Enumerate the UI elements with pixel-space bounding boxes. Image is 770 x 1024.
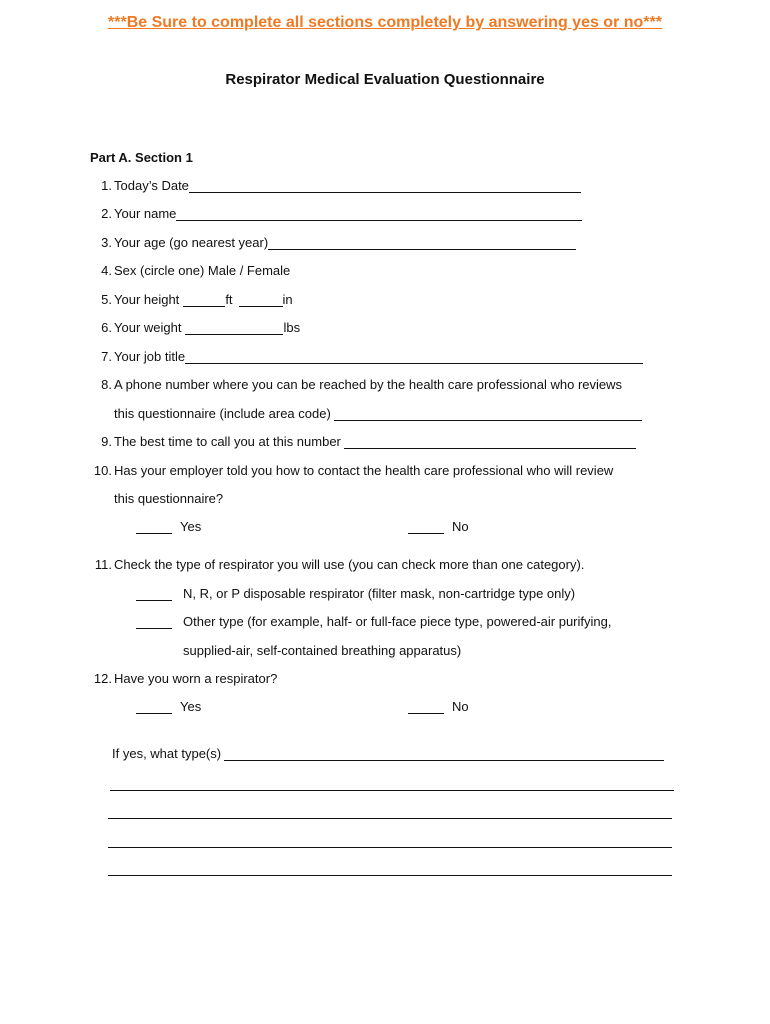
question-label: this questionnaire (include area code) (114, 406, 331, 421)
phone-number-field[interactable] (334, 408, 642, 421)
question-label: The best time to call you at this number (114, 434, 341, 449)
question-number: 6. (101, 320, 112, 335)
yes-blank[interactable] (136, 521, 172, 534)
question-number: 12. (93, 671, 112, 686)
name-field[interactable] (176, 208, 582, 221)
q11-option-other-continued (183, 643, 461, 658)
question-6 (90, 320, 300, 335)
q10-yes-option[interactable] (136, 519, 201, 534)
respirator-type-field[interactable] (224, 748, 664, 761)
answer-line[interactable] (108, 875, 672, 876)
q12-yes-option[interactable] (136, 699, 201, 714)
question-9 (90, 434, 636, 449)
question-1 (90, 178, 581, 193)
q12-no-option[interactable] (408, 699, 469, 714)
no-label: No (452, 519, 469, 534)
question-number: 9. (101, 434, 112, 449)
question-label: this questionnaire? (114, 491, 224, 506)
no-blank[interactable] (408, 701, 444, 714)
question-label: Check the type of respirator you will use (you can check more than one category). (114, 557, 585, 572)
question-4 (90, 263, 290, 278)
best-call-time-field[interactable] (344, 436, 636, 449)
question-label: Have you worn a respirator? (114, 671, 278, 686)
sex-selection[interactable]: Sex (circle one) Male / Female (114, 263, 291, 278)
answer-line[interactable] (110, 790, 674, 791)
question-number: 8. (101, 377, 112, 392)
section-heading: Part A. Section 1 (90, 150, 193, 165)
other-type-blank[interactable] (136, 616, 172, 629)
question-label: Today’s Date (114, 178, 189, 193)
q11-option-disposable[interactable] (136, 586, 575, 601)
question-11 (90, 557, 584, 572)
height-feet-field[interactable] (183, 294, 225, 307)
question-label: Your job title (114, 349, 186, 364)
question-number: 5. (101, 292, 112, 307)
question-number: 4. (101, 263, 112, 278)
height-inches-field[interactable] (239, 294, 283, 307)
weight-field[interactable] (185, 322, 283, 335)
no-label: No (452, 699, 469, 714)
question-10 (90, 463, 613, 478)
q11-option-other[interactable] (136, 614, 611, 629)
question-number: 2. (101, 206, 112, 221)
question-2 (90, 206, 582, 221)
other-type-label: supplied-air, self-contained breathing apparatus) (183, 643, 462, 658)
respirator-type-followup (112, 746, 664, 761)
page-title: Respirator Medical Evaluation Questionnaire (225, 71, 545, 88)
question-label: Your weight (114, 320, 182, 335)
other-type-label: Other type (for example, half- or full-face piece type, powered-air purifying, (183, 614, 612, 629)
question-label: Your name (114, 206, 177, 221)
followup-label: If yes, what type(s) (112, 746, 222, 761)
disposable-blank[interactable] (136, 588, 172, 601)
question-8 (90, 377, 622, 392)
question-label: Your age (go nearest year) (114, 235, 269, 250)
question-label: Has your employer told you how to contact the health care professional who will review (114, 463, 614, 478)
no-blank[interactable] (408, 521, 444, 534)
question-number: 7. (101, 349, 112, 364)
instruction-warning: ***Be Sure to complete all sections completely by answering yes or no*** (108, 14, 662, 31)
weight-unit: lbs (283, 320, 301, 335)
question-number: 3. (101, 235, 112, 250)
feet-unit: ft (225, 292, 233, 307)
question-number: 11. (94, 557, 112, 572)
question-label: Your height (114, 292, 180, 307)
age-field[interactable] (268, 237, 576, 250)
question-8-continued (114, 406, 642, 421)
question-5 (90, 292, 293, 307)
question-12 (90, 671, 277, 686)
yes-label: Yes (180, 699, 202, 714)
inches-unit: in (282, 292, 293, 307)
yes-label: Yes (180, 519, 202, 534)
question-number: 10. (93, 463, 112, 478)
question-number: 1. (101, 178, 112, 193)
yes-blank[interactable] (136, 701, 172, 714)
answer-line[interactable] (108, 818, 672, 819)
question-3 (90, 235, 576, 250)
q10-no-option[interactable] (408, 519, 469, 534)
question-label: A phone number where you can be reached by the health care professional who reviews (114, 377, 623, 392)
question-7 (90, 349, 643, 364)
disposable-label: N, R, or P disposable respirator (filter mask, non-cartridge type only) (183, 586, 576, 601)
date-field[interactable] (189, 180, 581, 193)
question-10-continued (114, 491, 223, 506)
answer-line[interactable] (108, 847, 672, 848)
job-title-field[interactable] (185, 351, 643, 364)
